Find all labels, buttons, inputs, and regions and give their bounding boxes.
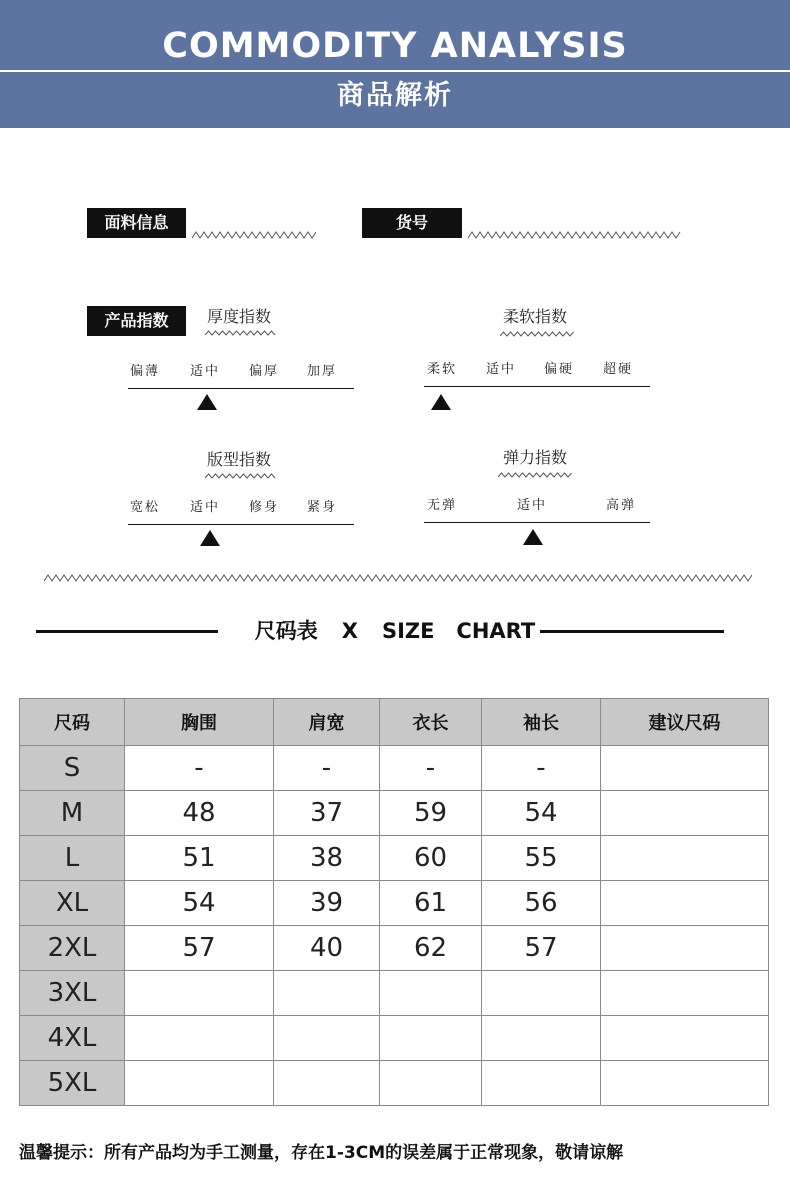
softness-scale xyxy=(424,360,650,394)
fit-selected-marker xyxy=(200,530,220,546)
cell-recommended xyxy=(601,926,769,971)
elasticity-index-title: 弹力指数 xyxy=(502,448,567,467)
thickness-option-thin: 偏薄 xyxy=(129,364,161,379)
cell-recommended xyxy=(601,746,769,791)
softness-option-soft: 柔软 xyxy=(426,362,458,377)
fit-scale-line xyxy=(128,524,354,525)
table-row xyxy=(20,836,769,881)
fit-index-title: 版型指数 xyxy=(206,450,271,469)
size-chart-heading xyxy=(0,616,790,646)
fabric-info-tag: 面料信息 xyxy=(87,208,186,238)
cell-length: - xyxy=(380,746,482,791)
cell-chest: - xyxy=(125,746,274,791)
size-chart-title-en: SIZE CHART xyxy=(381,619,536,643)
column-header-length: 衣长 xyxy=(380,699,482,746)
column-header-size: 尺码 xyxy=(20,699,125,746)
elasticity-selected-marker xyxy=(523,529,543,545)
size-chart-title-cn: 尺码表 xyxy=(254,619,318,643)
cell-sleeve: 57 xyxy=(482,926,601,971)
cell-shoulder: 37 xyxy=(274,791,380,836)
cell-size: XL xyxy=(20,881,125,926)
softness-selected-marker xyxy=(431,394,451,410)
fit-option-loose: 宽松 xyxy=(129,500,161,515)
table-row xyxy=(20,791,769,836)
cell-size: 2XL xyxy=(20,926,125,971)
cell-recommended xyxy=(601,1061,769,1106)
elasticity-option-none: 无弹 xyxy=(426,498,458,513)
cell-shoulder xyxy=(274,1061,380,1106)
softness-index-title: 柔软指数 xyxy=(502,307,567,326)
cell-recommended xyxy=(601,791,769,836)
page-title-cn: 商品解析 xyxy=(337,80,453,111)
thickness-scale xyxy=(128,362,354,396)
item-number-tag: 货号 xyxy=(362,208,462,238)
elasticity-option-medium: 适中 xyxy=(516,498,548,513)
thickness-option-extra-thick: 加厚 xyxy=(306,364,338,379)
header-banner xyxy=(0,0,790,128)
table-row xyxy=(20,1016,769,1061)
measurement-note: 温馨提示：所有产品均为手工测量，存在1-3CM的误差属于正常现象，敬请谅解 xyxy=(19,1143,624,1163)
table-row xyxy=(20,926,769,971)
cell-chest: 51 xyxy=(125,836,274,881)
section-zigzag-divider xyxy=(44,574,752,582)
product-index-tag: 产品指数 xyxy=(87,306,186,336)
cell-recommended xyxy=(601,836,769,881)
heading-right-rule xyxy=(540,630,724,633)
cell-shoulder: 40 xyxy=(274,926,380,971)
thickness-scale-line xyxy=(128,388,354,389)
cell-length: 61 xyxy=(380,881,482,926)
cell-sleeve: 55 xyxy=(482,836,601,881)
table-row xyxy=(20,971,769,1016)
cell-size: 3XL xyxy=(20,971,125,1016)
table-row xyxy=(20,881,769,926)
cell-recommended xyxy=(601,1016,769,1061)
softness-option-stiff: 偏硬 xyxy=(543,362,575,377)
cell-shoulder: 38 xyxy=(274,836,380,881)
table-row xyxy=(20,1061,769,1106)
elasticity-scale xyxy=(424,496,650,530)
cell-size: 4XL xyxy=(20,1016,125,1061)
cell-recommended xyxy=(601,971,769,1016)
cell-shoulder: - xyxy=(274,746,380,791)
fit-option-tight: 紧身 xyxy=(306,500,338,515)
cell-shoulder: 39 xyxy=(274,881,380,926)
softness-option-extra-stiff: 超硬 xyxy=(602,362,634,377)
cell-chest xyxy=(125,1061,274,1106)
cell-length: 59 xyxy=(380,791,482,836)
cell-size: 5XL xyxy=(20,1061,125,1106)
cell-size: L xyxy=(20,836,125,881)
cell-shoulder xyxy=(274,1016,380,1061)
table-row xyxy=(20,746,769,791)
column-header-shoulder: 肩宽 xyxy=(274,699,380,746)
thickness-index-title: 厚度指数 xyxy=(206,307,271,326)
softness-scale-line xyxy=(424,386,650,387)
cell-length xyxy=(380,971,482,1016)
cell-sleeve xyxy=(482,1016,601,1061)
cell-size: M xyxy=(20,791,125,836)
cell-length xyxy=(380,1061,482,1106)
table-header-row xyxy=(20,699,769,746)
cell-sleeve xyxy=(482,1061,601,1106)
column-header-recommended: 建议尺码 xyxy=(601,699,769,746)
cell-sleeve: - xyxy=(482,746,601,791)
cell-chest: 54 xyxy=(125,881,274,926)
cell-chest xyxy=(125,1016,274,1061)
size-chart-title-x: X xyxy=(341,619,358,643)
thickness-option-thick: 偏厚 xyxy=(248,364,280,379)
fit-index-underline xyxy=(205,473,277,479)
column-header-sleeve: 袖长 xyxy=(482,699,601,746)
cell-sleeve: 56 xyxy=(482,881,601,926)
item-number-blank-line xyxy=(468,231,682,239)
cell-chest xyxy=(125,971,274,1016)
column-header-chest: 胸围 xyxy=(125,699,274,746)
softness-index-underline xyxy=(500,331,574,337)
thickness-option-medium: 适中 xyxy=(189,364,221,379)
cell-sleeve: 54 xyxy=(482,791,601,836)
thickness-index-underline xyxy=(205,330,277,336)
cell-recommended xyxy=(601,881,769,926)
cell-size: S xyxy=(20,746,125,791)
cell-length xyxy=(380,1016,482,1061)
fit-scale xyxy=(128,498,354,532)
softness-option-medium: 适中 xyxy=(485,362,517,377)
fabric-info-blank-line xyxy=(192,231,316,239)
cell-sleeve xyxy=(482,971,601,1016)
elasticity-scale-line xyxy=(424,522,650,523)
banner-divider xyxy=(0,70,790,72)
fit-option-slim: 修身 xyxy=(248,500,280,515)
cell-chest: 48 xyxy=(125,791,274,836)
page-title-en: COMMODITY ANALYSIS xyxy=(162,26,628,66)
elasticity-option-high: 高弹 xyxy=(605,498,637,513)
fit-option-medium: 适中 xyxy=(189,500,221,515)
cell-chest: 57 xyxy=(125,926,274,971)
cell-length: 62 xyxy=(380,926,482,971)
size-table xyxy=(19,698,769,1106)
thickness-selected-marker xyxy=(197,394,217,410)
elasticity-index-underline xyxy=(498,472,574,478)
cell-shoulder xyxy=(274,971,380,1016)
cell-length: 60 xyxy=(380,836,482,881)
